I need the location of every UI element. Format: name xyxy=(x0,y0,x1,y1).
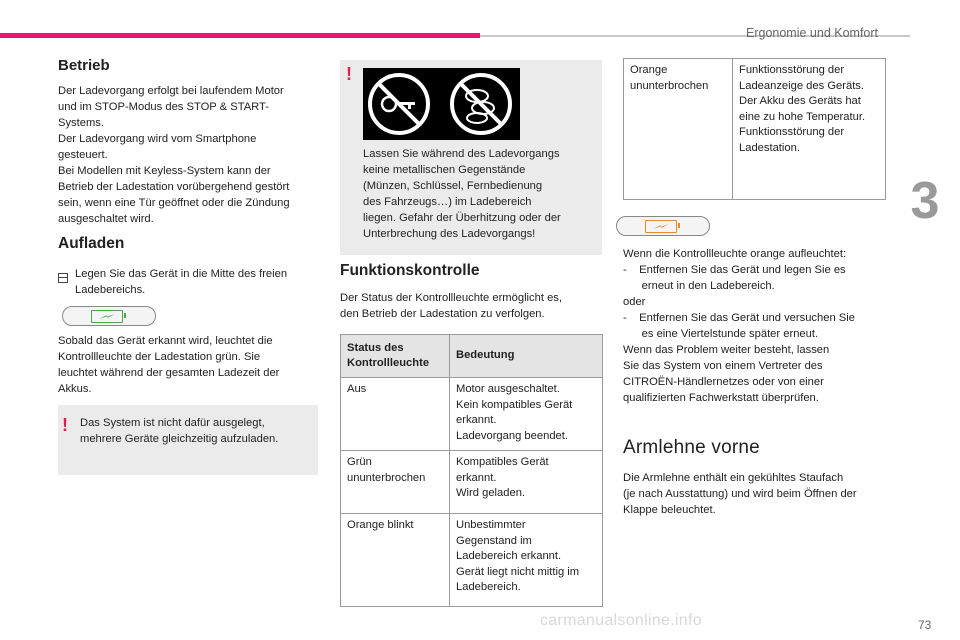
betrieb-heading: Betrieb xyxy=(58,57,110,74)
header-accent-bar xyxy=(0,33,480,38)
status-table xyxy=(340,334,603,607)
warning-icon: ! xyxy=(62,415,68,435)
armlehne-text: Die Armlehne enthält ein gekühltes Staufach (je nach Ausstattung) und wird beim Öffnen der Klappe beleuchtet. xyxy=(623,472,857,516)
aufladen-step: Legen Sie das Gerät in die Mitte des freien Ladebereichs. xyxy=(75,268,288,296)
table-cell-meaning: Funktionsstörung der Ladeanzeige des Geräts. Der Akku des Geräts hat eine zu hohe Temperatur. Funktionsstörung der Ladestation. xyxy=(733,59,886,200)
warning-text: Lassen Sie während des Ladevorgangs keine metallischen Gegenstände (Münzen, Schlüssel, Fernbedienung des Fahrzeugs…) im Ladebereich liegen. Gefahr der Überhitzung oder der Unterbrechung des Ladevorgangs! xyxy=(363,148,561,240)
indicator-orange-icon xyxy=(616,216,710,236)
table-header-meaning: Bedeutung xyxy=(450,335,603,378)
funktion-heading: Funktionskontrolle xyxy=(340,262,480,279)
table-cell-status: Grün ununterbrochen xyxy=(341,451,450,514)
betrieb-text: Der Ladevorgang erfolgt bei laufendem Motor und im STOP-Modus des STOP & START- Systems. Der Ladevorgang wird vom Smartphone gesteuert. Bei Modellen mit Keyless-System kann der Betrieb der Ladestation vorübergehend gestört sein, wenn eine Tür geöffnet oder die Zündung ausgeschaltet wird. xyxy=(58,85,290,225)
chapter-number: 3 xyxy=(905,166,945,236)
warning-box-multiple-devices xyxy=(58,405,318,475)
watermark: carmanualsonline.info xyxy=(540,612,702,629)
table-row xyxy=(341,514,603,607)
table-cell-meaning: Motor ausgeschaltet. Kein kompatibles Gerät erkannt. Ladevorgang beendet. xyxy=(450,378,603,451)
table-row xyxy=(624,59,886,200)
no-metal-objects-pictogram xyxy=(363,68,520,140)
section-title: Ergonomie und Komfort xyxy=(746,26,879,40)
table-row xyxy=(341,378,603,451)
step-marker-icon xyxy=(58,270,70,280)
orange-light-instructions: Wenn die Kontrollleuchte orange aufleuchtet: - Entfernen Sie das Gerät und legen Sie es erneut in den Ladebereich. oder - Entfernen Sie das Gerät und versuchen Sie es eine Viertelstunde später erneut. Wenn das Problem weiter besteht, lassen Sie das System von einem Vertreter des CITROËN-Händlernetzes oder von einer qualifizierten Fachwerkstatt überprüfen. xyxy=(623,248,855,404)
table-cell-status: Aus xyxy=(341,378,450,451)
warning-icon: ! xyxy=(346,64,352,84)
table-row xyxy=(341,451,603,514)
aufladen-heading: Aufladen xyxy=(58,235,125,252)
page-number: 73 xyxy=(918,618,932,632)
funktion-text: Der Status der Kontrollleuchte ermöglicht es, den Betrieb der Ladestation zu verfolgen. xyxy=(340,292,562,320)
table-cell-meaning: Kompatibles Gerät erkannt. Wird geladen. xyxy=(450,451,603,514)
table-cell-status: Orange blinkt xyxy=(341,514,450,607)
table-cell-meaning: Unbestimmter Gegenstand im Ladebereich erkannt. Gerät liegt nicht mittig im Ladebereich. xyxy=(450,514,603,607)
warning-text: Das System ist nicht dafür ausgelegt, mehrere Geräte gleichzeitig aufzuladen. xyxy=(80,417,279,445)
table-header-row xyxy=(341,335,603,378)
status-table-continued xyxy=(623,58,886,200)
table-cell-status: Orange ununterbrochen xyxy=(624,59,733,200)
indicator-green-icon xyxy=(62,306,156,326)
warning-box-metal-objects xyxy=(340,60,602,255)
table-header-status: Status des Kontrollleuchte xyxy=(341,335,450,378)
green-light-text: Sobald das Gerät erkannt wird, leuchtet die Kontrollleuchte der Ladestation grün. Sie leuchtet während der gesamten Ladezeit der Akkus. xyxy=(58,335,280,395)
armlehne-heading: Armlehne vorne xyxy=(623,437,760,458)
